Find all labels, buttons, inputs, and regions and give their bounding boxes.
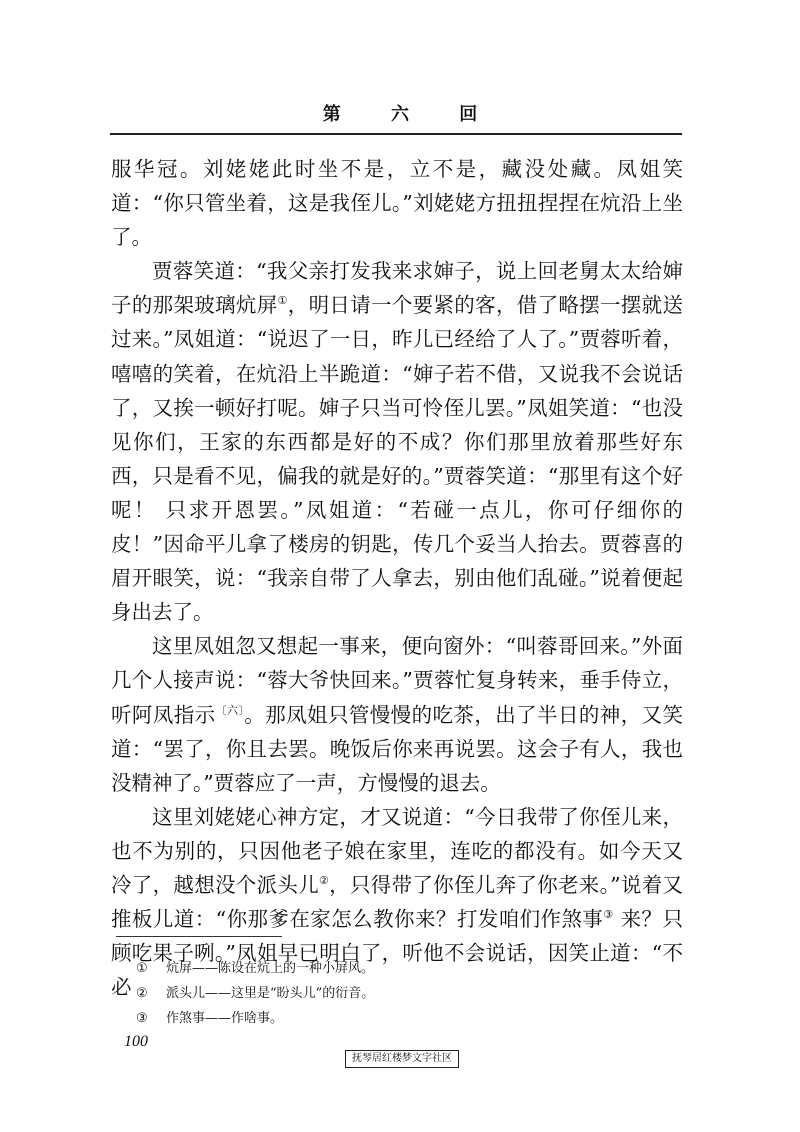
paragraph-text: 来？只顾吃果子咧。”凤姐早已明白了，听他不会说话，因笑止道：“不必 xyxy=(111,907,683,1000)
footnote-item xyxy=(136,981,676,1006)
footnote-item xyxy=(136,1006,676,1031)
footnote-text: 作煞事——作啥事。 xyxy=(166,1011,284,1026)
paragraph-text: 。那凤姐只管慢慢的吃茶，出了半日的神，又笑道：“罢了，你且去罢。晚饭后你来再说罢。这会子有人，我也没精神了。”贾蓉应了一声，方慢慢的退去。 xyxy=(111,702,684,795)
footnote-rule xyxy=(116,936,282,937)
body-text xyxy=(111,152,683,1004)
footnote-text: 炕屏——陈设在炕上的一种小屏风。 xyxy=(166,961,375,976)
header-rule xyxy=(110,133,682,135)
running-head-char: 第 xyxy=(322,104,341,125)
paragraph-text: 这里凤姐忽又想起一事来，便向窗外：“叫蓉哥回来。”外面几个人接声说：“蓉大爷快回来。”贾蓉忙复身转来，垂手侍立，听阿凤指示 xyxy=(111,634,683,727)
paragraph xyxy=(111,254,683,629)
annotation-ref[interactable]: 〔六〕 xyxy=(215,703,245,717)
paragraph-text: 服华冠。刘姥姥此时坐不是，立不是，藏没处藏。凤姐笑道：“你只管坐着，这是我侄儿。”刘姥姥方扭扭捏捏在炕沿上坐了。 xyxy=(111,157,683,250)
running-head xyxy=(0,100,800,126)
watermark-stamp: 抚琴居红楼梦文字社区 xyxy=(345,1050,459,1068)
paragraph-text: ，明日请一个要紧的客，借了略摆一摆就送过来。”凤姐道：“说迟了一日，昨儿已经给了人了。”贾蓉听着，嘻嘻的笑着，在炕沿上半跪道：“婶子若不借，又说我不会说话了，又挨一顿好打呢。婶子只当可怜侄儿罢。”凤姐笑道：“也没见你们，王家的东西都是好的不成？你们那里放着那些好东西，只是看不见，偏我的就是好的。”贾蓉笑道：“那里有这个好呢！ 只求开恩罢。”凤姐道：“若碰一点儿，你可仔细你的皮！”因命平儿拿了楼房的钥匙，传几个妥当人抬去。贾蓉喜的眉开眼笑，说：“我亲自带了人拿去，别由他们乱碰。”说着便起身出去了。 xyxy=(111,293,683,625)
footnote-mark: ② xyxy=(136,986,148,1001)
footnote-mark: ① xyxy=(136,961,148,976)
paragraph xyxy=(111,152,683,254)
paragraph xyxy=(111,629,683,799)
page-number: 100 xyxy=(124,1033,148,1050)
paragraph-text: 贾蓉笑道：“我父亲打发我来求婶子，说上回老舅太太给婶子的那架玻璃炕屏 xyxy=(111,259,683,318)
footnote-mark: ③ xyxy=(136,1011,148,1026)
running-head-char: 回 xyxy=(459,104,478,125)
footnote-ref[interactable]: ② xyxy=(319,873,330,887)
footnote-ref[interactable]: ③ xyxy=(603,908,614,922)
running-head-char: 六 xyxy=(391,104,409,125)
paragraph-text: ，只得带了你侄儿奔了你老来。”说着又推板儿道：“你那爹在家怎么教你来？打发咱们作煞事 xyxy=(111,872,683,932)
footnote-item xyxy=(136,956,676,981)
footnote-text: 派头儿——这里是“盼头儿”的衍音。 xyxy=(166,986,375,1001)
footnotes xyxy=(136,956,676,1031)
footnote-ref[interactable]: ① xyxy=(277,294,288,308)
paragraph-text: 这里刘姥姥心神方定，才又说道：“今日我带了你侄儿来，也不为别的，只因他老子娘在家里，连吃的都没有。如今天又冷了，越想没个派头儿 xyxy=(111,804,683,897)
